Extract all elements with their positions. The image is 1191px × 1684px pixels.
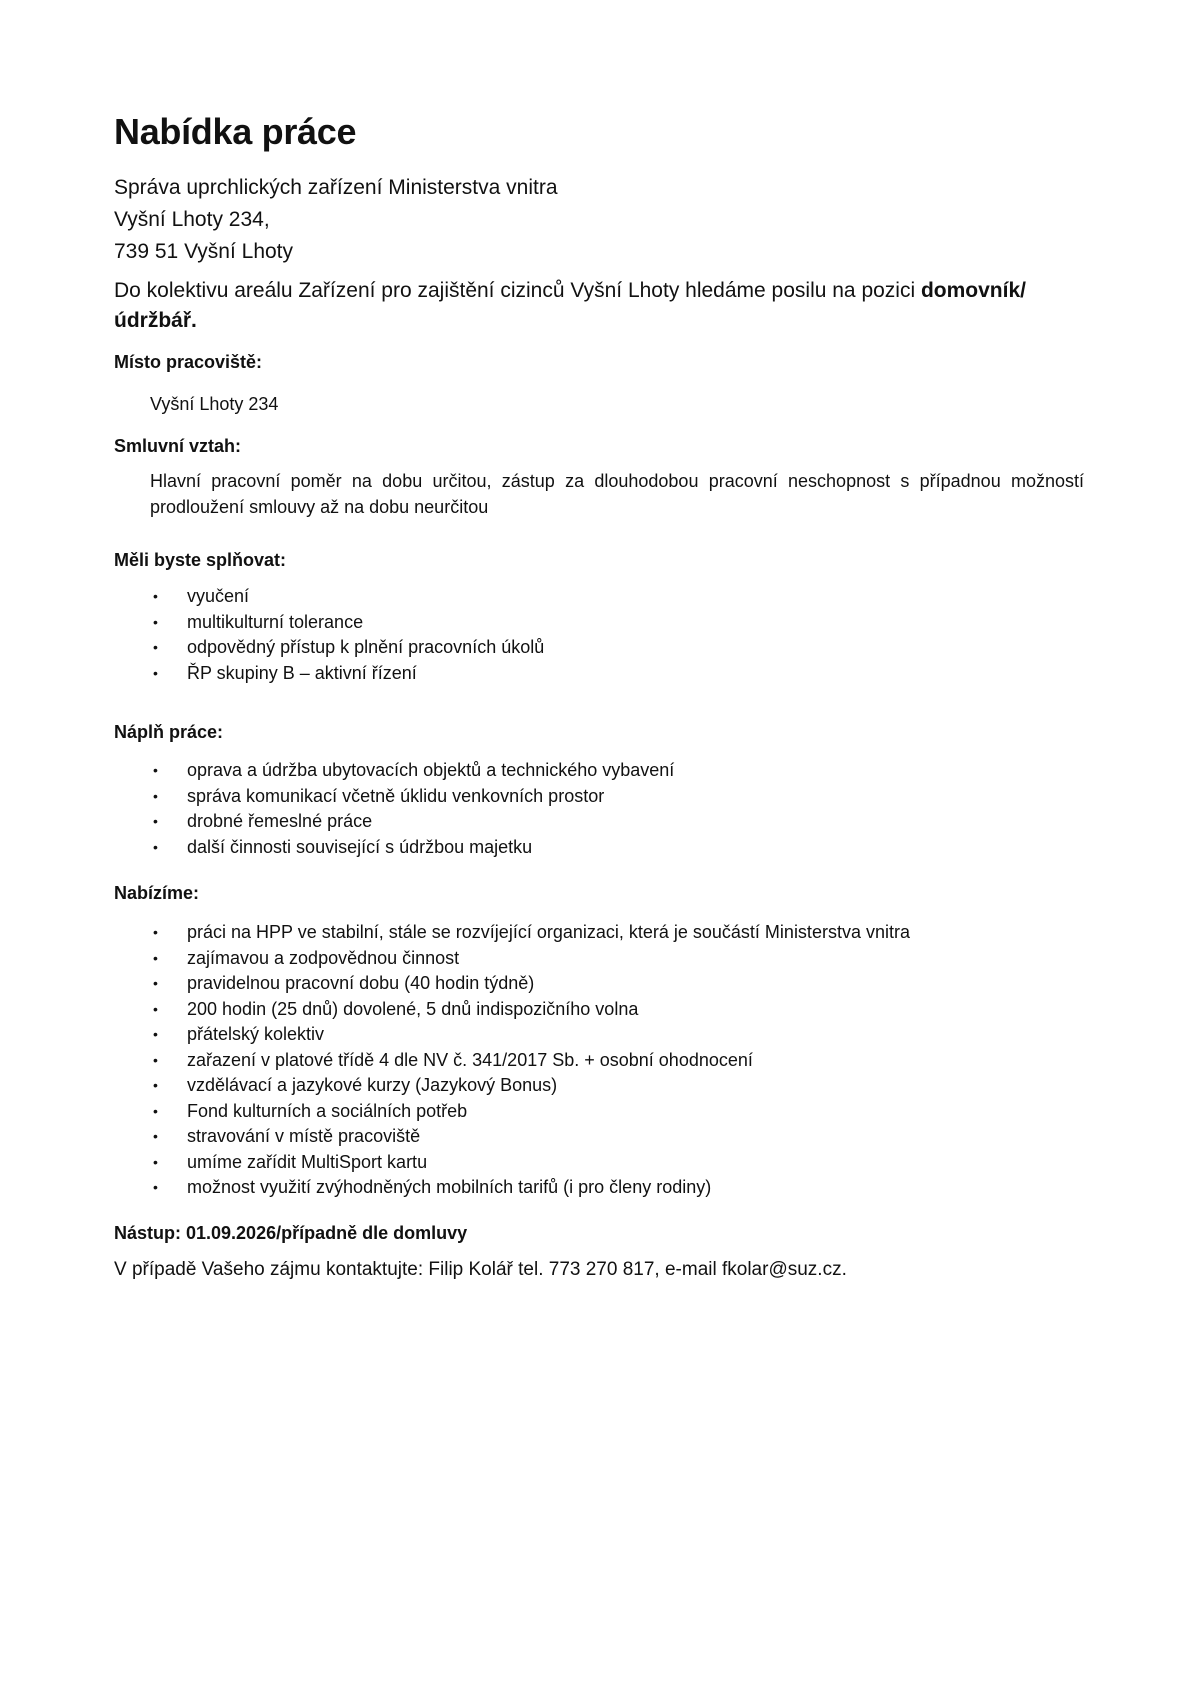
offer-heading: Nabízíme:: [114, 883, 200, 903]
list-item-text: vyučení: [187, 586, 250, 606]
bullet-icon: •: [153, 1026, 158, 1042]
list-item-text: pravidelnou pracovní dobu (40 hodin týdně): [187, 973, 535, 993]
bullet-icon: •: [153, 1000, 158, 1017]
list-item-text: přátelský kolektiv: [187, 1024, 325, 1044]
list-item: [114, 1073, 1084, 1099]
bullet-icon: •: [153, 762, 158, 778]
list-item-text: vzdělávací a jazykové kurzy (Jazykový Bonus): [187, 1075, 558, 1095]
bullet-icon: •: [153, 838, 158, 855]
bullet-icon: •: [153, 664, 158, 681]
list-item: [114, 1150, 1084, 1176]
list-item-text: možnost využití zvýhodněných mobilních tarifů (i pro členy rodiny): [187, 1177, 712, 1197]
list-item-text: správa komunikací včetně úklidu venkovních prostor: [187, 785, 605, 806]
organization-name: Správa uprchlických zařízení Ministerstva vnitra: [114, 176, 558, 199]
list-item-text: Fond kulturních a sociálních potřeb: [187, 1100, 468, 1121]
bullet-icon: •: [153, 613, 158, 630]
requirements-heading: Měli byste splňovat:: [114, 550, 287, 570]
bullet-icon: •: [153, 639, 158, 655]
list-item: [114, 784, 1084, 810]
list-item: [114, 971, 1084, 997]
bullet-icon: •: [153, 975, 158, 991]
list-item: [114, 809, 1084, 835]
bullet-icon: •: [153, 949, 158, 966]
bullet-icon: •: [153, 1153, 158, 1170]
list-item: [114, 946, 1084, 972]
job-offer-document: [114, 110, 1084, 1283]
list-item: [114, 635, 1084, 661]
list-item: [114, 584, 1084, 610]
list-item: [114, 997, 1084, 1023]
list-item-text: další činnosti související s údržbou majetku: [187, 836, 533, 857]
organization-address: [114, 172, 1084, 268]
list-item-text: 200 hodin (25 dnů) dovolené, 5 dnů indispozičního volna: [187, 998, 639, 1019]
list-item-text: zařazení v platové třídě 4 dle NV č. 341/2017 Sb. + osobní ohodnocení: [187, 1049, 753, 1070]
page-title: Nabídka práce: [114, 111, 357, 152]
bullet-icon: •: [153, 1102, 158, 1119]
list-item-text: multikulturní tolerance: [187, 611, 364, 632]
list-item: [114, 610, 1084, 636]
bullet-icon: •: [153, 1128, 158, 1144]
workplace-heading: Místo pracoviště:: [114, 352, 263, 372]
list-item-text: stravování v místě pracoviště: [187, 1126, 421, 1146]
bullet-icon: •: [153, 1179, 158, 1195]
duties-heading: Náplň práce:: [114, 722, 224, 742]
list-item-text: zajímavou a zodpovědnou činnost: [187, 947, 460, 968]
list-item: [114, 758, 1084, 784]
list-item: [114, 1124, 1084, 1150]
bullet-icon: •: [153, 924, 158, 940]
list-item-text: práci na HPP ve stabilní, stále se rozvíjející organizaci, která je součástí Ministerstva vnitra: [187, 922, 910, 942]
list-item: [114, 1022, 1084, 1048]
contact-info: V případě Vašeho zájmu kontaktujte: Filip Kolář tel. 773 270 817, e-mail fkolar@suz.cz.: [114, 1258, 847, 1280]
list-item-text: umíme zařídit MultiSport kartu: [187, 1151, 428, 1172]
organization-street: Vyšní Lhoty 234,: [114, 208, 270, 231]
bullet-icon: •: [153, 1077, 158, 1093]
contract-value: Hlavní pracovní poměr na dobu určitou, zástup za dlouhodobou pracovní neschopnost s případnou možností prodloužení smlouvy až na dobu neurčitou: [150, 471, 1084, 517]
bullet-icon: •: [153, 787, 158, 804]
list-item: [114, 1175, 1084, 1201]
list-item: [114, 835, 1084, 861]
list-item: [114, 1048, 1084, 1074]
list-item-text: odpovědný přístup k plnění pracovních úkolů: [187, 637, 545, 657]
start-date: Nástup: 01.09.2026/případně dle domluvy: [114, 1222, 468, 1243]
bullet-icon: •: [153, 588, 158, 604]
list-item-text: ŘP skupiny B – aktivní řízení: [187, 662, 417, 683]
requirements-list: [114, 584, 1084, 686]
offer-list: [114, 920, 1084, 1201]
list-item-text: oprava a údržba ubytovacích objektů a technického vybavení: [187, 760, 675, 780]
list-item-text: drobné řemeslné práce: [187, 811, 373, 831]
list-item: [114, 661, 1084, 687]
position-name: domovník/údržbář.: [114, 279, 1026, 332]
list-item: [114, 920, 1084, 946]
duties-list: [114, 758, 1084, 860]
intro-paragraph: [114, 276, 1084, 336]
contract-heading: Smluvní vztah:: [114, 436, 242, 456]
workplace-value: Vyšní Lhoty 234: [150, 394, 279, 414]
organization-city: 739 51 Vyšní Lhoty: [114, 240, 294, 263]
intro-text: Do kolektivu areálu Zařízení pro zajištění cizinců Vyšní Lhoty hledáme posilu na pozici: [114, 279, 921, 302]
bullet-icon: •: [153, 813, 158, 829]
bullet-icon: •: [153, 1051, 158, 1068]
list-item: [114, 1099, 1084, 1125]
